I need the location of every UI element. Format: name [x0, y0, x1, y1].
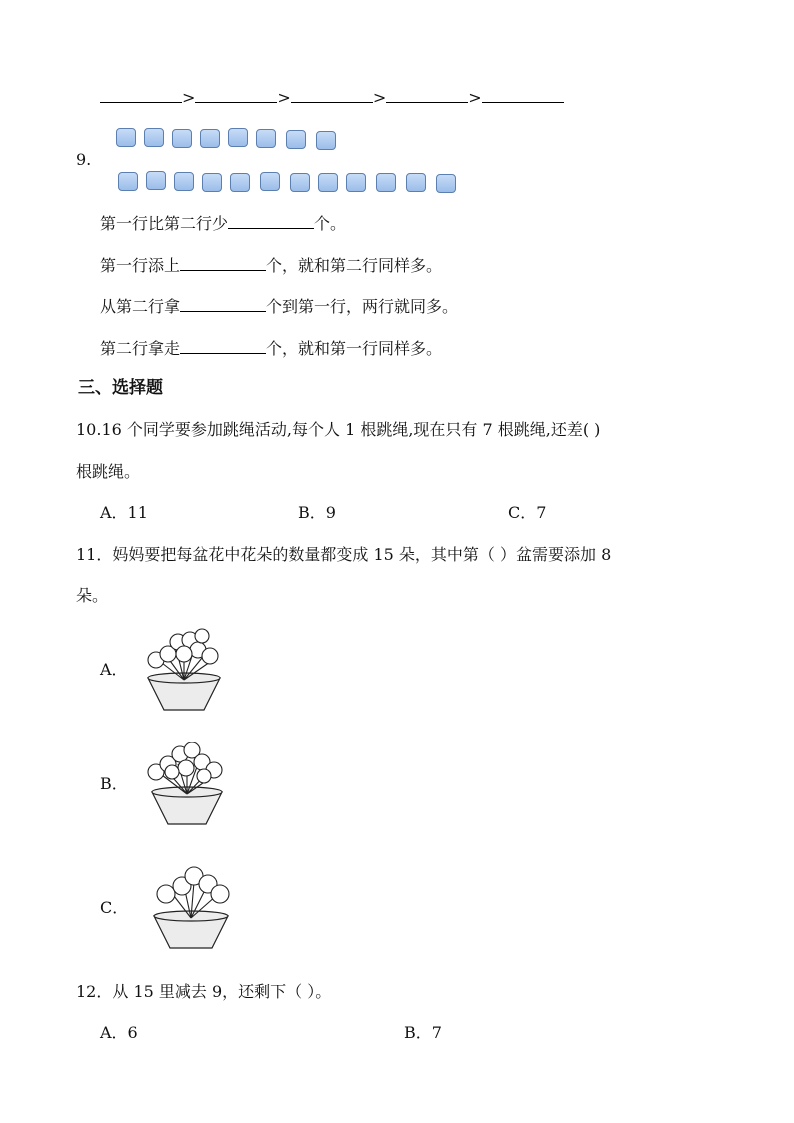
square: [436, 174, 456, 193]
answer-blank[interactable]: [195, 86, 277, 103]
answer-blank[interactable]: [180, 295, 266, 312]
ordering-row: [100, 86, 564, 108]
square: [230, 173, 250, 192]
q9-line-2: 第一行添上 个，就和第二行同样多。: [100, 256, 443, 275]
square: [256, 129, 276, 148]
q12-option-b[interactable]: B．7: [404, 1023, 442, 1042]
q10-option-a[interactable]: A．11: [100, 503, 148, 522]
square: [406, 173, 426, 192]
question-10-text-cont: 根跳绳。: [76, 462, 141, 481]
greater-than-sign: >: [182, 88, 196, 107]
answer-blank[interactable]: [180, 337, 266, 354]
square: [174, 172, 194, 191]
square: [290, 173, 310, 192]
square: [172, 129, 192, 148]
q11-option-a[interactable]: A．: [100, 660, 128, 679]
question-11-text-cont: 朵。: [76, 586, 109, 605]
q9-line-3: 从第二行拿 个到第一行，两行就同多。: [100, 297, 459, 316]
question-11-text: 11．妈妈要把每盆花中花朵的数量都变成 15 朵，其中第（ ）盆需要添加 8: [76, 545, 612, 564]
greater-than-sign: >: [372, 88, 387, 107]
q11-option-b[interactable]: B．: [100, 774, 128, 793]
flower-pot-image-b[interactable]: [140, 742, 230, 828]
square: [318, 173, 338, 192]
square: [260, 172, 280, 191]
square: [346, 173, 366, 192]
square: [146, 171, 166, 190]
square: [116, 128, 136, 147]
square: [286, 130, 306, 149]
greater-than-sign: >: [468, 88, 482, 107]
square: [316, 131, 336, 150]
answer-blank[interactable]: [291, 86, 373, 103]
answer-blank[interactable]: [228, 212, 314, 229]
question-9-number: 9.: [76, 150, 92, 169]
q9-line-1: 第一行比第二行少 个。: [100, 214, 347, 233]
q9-line-4: 第二行拿走 个，就和第一行同样多。: [100, 339, 443, 358]
flower-pot-image-c[interactable]: [148, 866, 234, 952]
square: [118, 172, 138, 191]
answer-blank[interactable]: [180, 254, 266, 271]
question-10-text: 10.16 个同学要参加跳绳活动,每个人 1 根跳绳,现在只有 7 根跳绳,还差( ): [76, 420, 601, 439]
q10-option-c[interactable]: C．7: [508, 503, 547, 522]
square: [200, 129, 220, 148]
answer-blank[interactable]: [100, 86, 182, 103]
question-12-text: 12．从 15 里减去 9，还剩下（ ）。: [76, 982, 332, 1001]
q12-option-a[interactable]: A．6: [100, 1023, 138, 1042]
section-heading: 三、选择题: [78, 378, 163, 398]
square: [228, 128, 248, 147]
q11-option-c[interactable]: C．: [100, 898, 129, 917]
answer-blank[interactable]: [482, 86, 564, 103]
square: [202, 173, 222, 192]
answer-blank[interactable]: [386, 86, 468, 103]
square: [376, 173, 396, 192]
q10-option-b[interactable]: B．9: [298, 503, 336, 522]
greater-than-sign: >: [277, 88, 291, 107]
square: [144, 128, 164, 147]
flower-pot-image-a[interactable]: [140, 628, 230, 714]
